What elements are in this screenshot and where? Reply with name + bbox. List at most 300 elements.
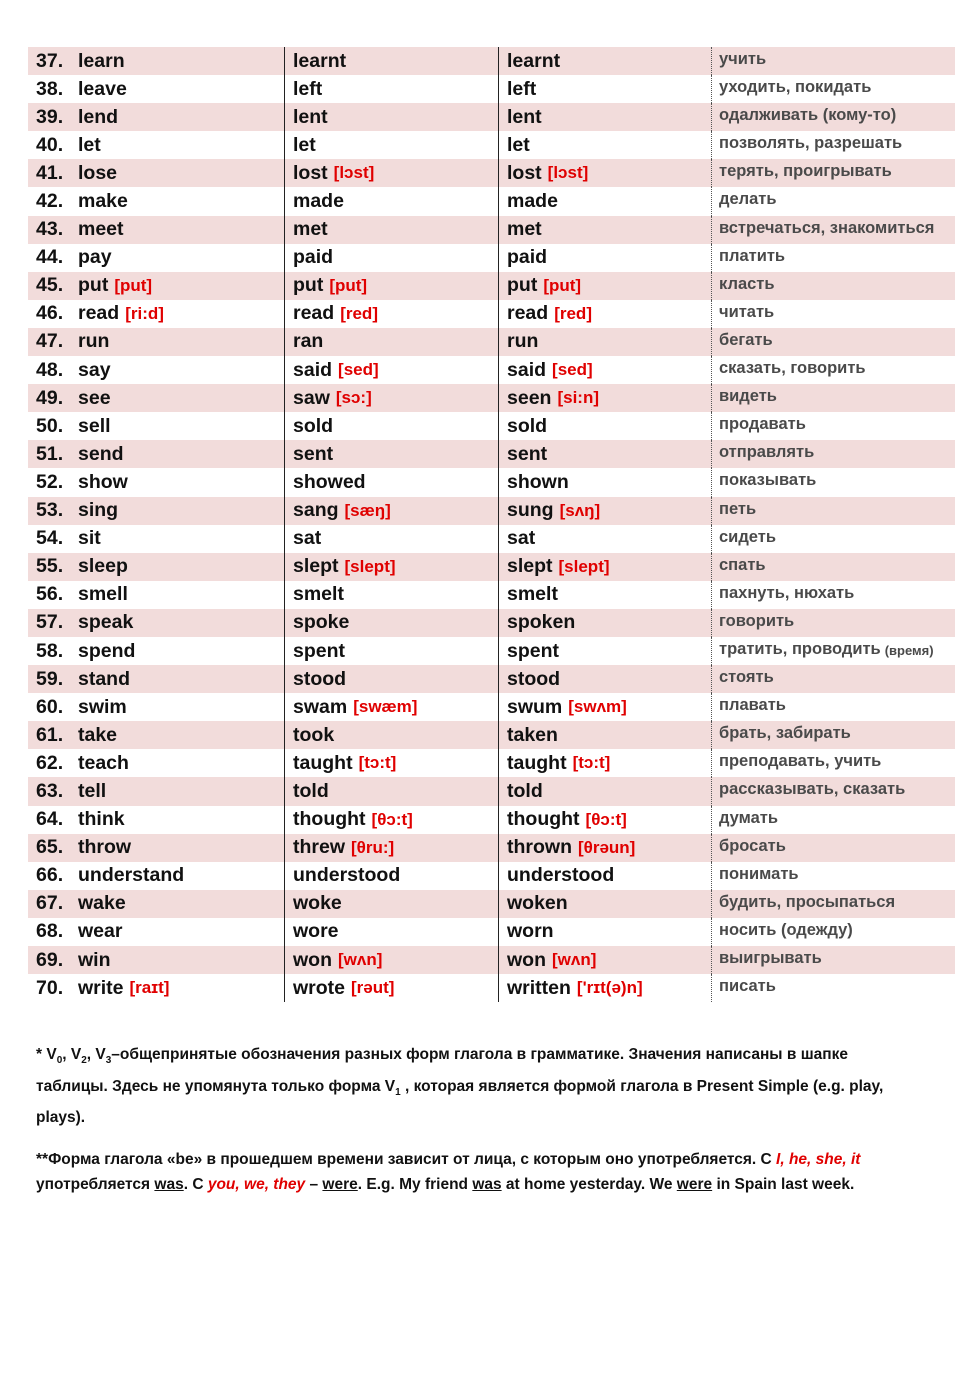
past-simple: showed <box>293 470 366 493</box>
past-participle: thrown <box>507 836 572 859</box>
translation: позволять, разрешать <box>719 134 903 153</box>
row-number: 64. <box>36 808 64 831</box>
past-simple: left <box>293 77 323 100</box>
transcription: [tɔ:t] <box>572 753 611 773</box>
past-participle: let <box>507 133 530 156</box>
past-participle-cell <box>498 244 711 272</box>
base-form: put <box>78 274 109 297</box>
past-simple: said <box>293 358 333 381</box>
past-simple-cell <box>284 412 498 440</box>
row-number: 38. <box>36 77 64 100</box>
base-form: run <box>78 330 110 353</box>
past-simple: sent <box>293 442 334 465</box>
row-number: 41. <box>36 161 64 184</box>
table-row <box>28 384 955 412</box>
past-simple-cell <box>284 47 498 75</box>
past-simple-cell <box>284 806 498 834</box>
past-simple: saw <box>293 386 330 409</box>
past-participle-cell <box>498 497 711 525</box>
table-row <box>28 721 955 749</box>
transcription: [raɪt] <box>129 978 170 998</box>
translation-cell <box>711 693 955 721</box>
past-participle: said <box>507 358 547 381</box>
past-simple-cell <box>284 159 498 187</box>
past-participle: seen <box>507 386 552 409</box>
translation: делать <box>719 190 777 209</box>
base-form-cell <box>28 693 284 721</box>
translation-cell <box>711 918 955 946</box>
past-simple-cell <box>284 244 498 272</box>
past-simple: sold <box>293 414 334 437</box>
transcription: [sed] <box>338 360 379 380</box>
translation: одалживать (кому-то) <box>719 106 897 125</box>
past-simple: won <box>293 948 332 971</box>
past-simple-cell <box>284 581 498 609</box>
base-form-cell <box>28 806 284 834</box>
row-number: 49. <box>36 386 64 409</box>
past-simple: let <box>293 133 316 156</box>
row-number: 54. <box>36 527 64 550</box>
transcription: [si:n] <box>557 388 599 408</box>
table-row <box>28 946 955 974</box>
translation-cell <box>711 609 955 637</box>
translation-cell <box>711 412 955 440</box>
base-form-cell <box>28 300 284 328</box>
translation: платить <box>719 246 786 265</box>
past-participle-cell <box>498 721 711 749</box>
base-form: stand <box>78 667 131 690</box>
base-form-cell <box>28 244 284 272</box>
past-participle: swum <box>507 695 563 718</box>
base-form: teach <box>78 751 129 774</box>
base-form: think <box>78 808 125 831</box>
translation: будить, просыпаться <box>719 892 896 911</box>
table-row <box>28 862 955 890</box>
row-number: 47. <box>36 330 64 353</box>
translation-cell <box>711 159 955 187</box>
base-form: smell <box>78 583 128 606</box>
past-simple-cell <box>284 693 498 721</box>
past-participle-cell <box>498 356 711 384</box>
past-participle-cell <box>498 609 711 637</box>
translation: тратить, проводить <box>719 639 881 658</box>
past-participle: lent <box>507 105 542 128</box>
table-row <box>28 75 955 103</box>
past-simple-cell <box>284 553 498 581</box>
translation: встречаться, знакомиться <box>719 218 935 237</box>
past-participle: taken <box>507 723 558 746</box>
translation: стоять <box>719 668 774 687</box>
table-row <box>28 581 955 609</box>
translation-cell <box>711 890 955 918</box>
past-simple: thought <box>293 808 366 831</box>
base-form: write <box>78 976 124 999</box>
row-number: 67. <box>36 892 64 915</box>
translation: говорить <box>719 611 795 630</box>
base-form: tell <box>78 779 107 802</box>
translation: преподавать, учить <box>719 752 882 771</box>
translation-cell <box>711 47 955 75</box>
table-row <box>28 187 955 215</box>
row-number: 39. <box>36 105 64 128</box>
translation: писать <box>719 977 776 996</box>
translation: продавать <box>719 415 806 434</box>
past-participle: smelt <box>507 583 558 606</box>
base-form-cell <box>28 131 284 159</box>
past-simple-cell <box>284 187 498 215</box>
translation-cell <box>711 525 955 553</box>
past-simple-cell <box>284 356 498 384</box>
translation-cell <box>711 272 955 300</box>
past-participle: learnt <box>507 49 561 72</box>
row-number: 40. <box>36 133 64 156</box>
translation: читать <box>719 302 775 321</box>
table-row <box>28 918 955 946</box>
base-form: spend <box>78 639 136 662</box>
table-row <box>28 328 955 356</box>
past-participle-cell <box>498 187 711 215</box>
past-participle: sold <box>507 414 548 437</box>
translation-cell <box>711 721 955 749</box>
past-participle-cell <box>498 946 711 974</box>
translation-cell <box>711 806 955 834</box>
translation: бегать <box>719 330 773 349</box>
transcription: ['rɪt(ə)n] <box>576 978 643 998</box>
translation: брать, забирать <box>719 724 851 743</box>
row-number: 65. <box>36 836 64 859</box>
past-participle-cell <box>498 328 711 356</box>
row-number: 44. <box>36 246 64 269</box>
base-form: understand <box>78 864 185 887</box>
past-simple-cell <box>284 918 498 946</box>
past-simple: learnt <box>293 49 347 72</box>
base-form: throw <box>78 836 132 859</box>
past-participle-cell <box>498 834 711 862</box>
base-form: leave <box>78 77 127 100</box>
base-form-cell <box>28 553 284 581</box>
transcription: [rəut] <box>351 978 395 998</box>
row-number: 69. <box>36 948 64 971</box>
translation-cell <box>711 468 955 496</box>
table-row <box>28 974 955 1002</box>
table-row <box>28 244 955 272</box>
table-row <box>28 525 955 553</box>
past-simple-cell <box>284 216 498 244</box>
translation-cell <box>711 974 955 1002</box>
past-participle-cell <box>498 159 711 187</box>
base-form-cell <box>28 47 284 75</box>
past-participle-cell <box>498 777 711 805</box>
table-row <box>28 890 955 918</box>
past-participle-cell <box>498 665 711 693</box>
translation: показывать <box>719 471 817 490</box>
past-participle: sent <box>507 442 548 465</box>
base-form: see <box>78 386 111 409</box>
past-participle: shown <box>507 470 569 493</box>
past-simple-cell <box>284 525 498 553</box>
past-simple-cell <box>284 890 498 918</box>
base-form: show <box>78 470 128 493</box>
transcription: [slept] <box>558 556 610 576</box>
past-simple-cell <box>284 637 498 665</box>
transcription: [wʌn] <box>552 950 597 970</box>
transcription: [swʌm] <box>568 697 627 717</box>
translation: сидеть <box>719 527 776 546</box>
translation-cell <box>711 103 955 131</box>
translation-cell <box>711 131 955 159</box>
past-simple: sang <box>293 499 339 522</box>
translation-cell <box>711 862 955 890</box>
past-participle: told <box>507 779 543 802</box>
base-form: wake <box>78 892 126 915</box>
past-simple: wore <box>293 920 339 943</box>
table-row <box>28 693 955 721</box>
table-row <box>28 216 955 244</box>
transcription: [sæŋ] <box>344 500 391 520</box>
table-row <box>28 665 955 693</box>
past-simple-cell <box>284 468 498 496</box>
row-number: 58. <box>36 639 64 662</box>
past-simple-cell <box>284 946 498 974</box>
footnote-be: **Форма глагола «be» в прошедшем времени зависит от лица, с которым оно употребляется. С I, he, she, it употребляется was. С you, we, they – were. E.g. My friend was at home yesterday. We were in Spain last week. <box>36 1150 861 1194</box>
row-number: 68. <box>36 920 64 943</box>
transcription: [wʌn] <box>338 950 383 970</box>
row-number: 53. <box>36 499 64 522</box>
past-simple-cell <box>284 440 498 468</box>
transcription: [θɔ:t] <box>371 809 413 829</box>
past-participle-cell <box>498 890 711 918</box>
past-simple: ran <box>293 330 324 353</box>
translation-note: (время) <box>884 642 934 658</box>
past-simple: put <box>293 274 324 297</box>
verbs-table <box>28 47 955 1002</box>
past-participle-cell <box>498 806 711 834</box>
base-form-cell <box>28 525 284 553</box>
past-participle: won <box>507 948 546 971</box>
row-number: 57. <box>36 611 64 634</box>
translation: плавать <box>719 696 786 715</box>
past-participle-cell <box>498 553 711 581</box>
past-simple: told <box>293 779 329 802</box>
translation-cell <box>711 553 955 581</box>
base-form-cell <box>28 497 284 525</box>
past-simple-cell <box>284 497 498 525</box>
past-simple: smelt <box>293 583 344 606</box>
base-form-cell <box>28 412 284 440</box>
transcription: [lɔst] <box>547 163 589 183</box>
past-participle: met <box>507 218 542 241</box>
footnotes <box>36 1042 916 1214</box>
past-simple: taught <box>293 751 353 774</box>
row-number: 66. <box>36 864 64 887</box>
past-simple-cell <box>284 384 498 412</box>
transcription: [put] <box>329 275 368 295</box>
past-participle-cell <box>498 525 711 553</box>
translation: пахнуть, нюхать <box>719 583 855 602</box>
past-participle-cell <box>498 749 711 777</box>
past-participle: taught <box>507 751 567 774</box>
base-form-cell <box>28 272 284 300</box>
base-form: send <box>78 442 124 465</box>
row-number: 43. <box>36 218 64 241</box>
translation-cell <box>711 356 955 384</box>
past-participle: lost <box>507 161 542 184</box>
past-simple: understood <box>293 864 401 887</box>
past-simple-cell <box>284 749 498 777</box>
transcription: [sʌŋ] <box>559 500 601 520</box>
transcription: [sɔ:] <box>335 388 372 408</box>
table-row <box>28 806 955 834</box>
transcription: [swæm] <box>353 697 418 717</box>
past-participle-cell <box>498 216 711 244</box>
translation-cell <box>711 946 955 974</box>
past-simple: read <box>293 302 335 325</box>
past-simple: spent <box>293 639 346 662</box>
past-participle-cell <box>498 468 711 496</box>
base-form: win <box>78 948 111 971</box>
past-simple-cell <box>284 103 498 131</box>
row-number: 59. <box>36 667 64 690</box>
base-form-cell <box>28 721 284 749</box>
translation-cell <box>711 187 955 215</box>
base-form-cell <box>28 216 284 244</box>
translation-cell <box>711 497 955 525</box>
past-simple: swam <box>293 695 348 718</box>
past-participle-cell <box>498 693 711 721</box>
past-simple-cell <box>284 665 498 693</box>
table-row <box>28 159 955 187</box>
base-form: lose <box>78 161 118 184</box>
past-participle: made <box>507 190 558 213</box>
table-row <box>28 272 955 300</box>
past-participle-cell <box>498 75 711 103</box>
translation: уходить, покидать <box>719 78 872 97</box>
past-participle: sat <box>507 527 536 550</box>
transcription: [θɔ:t] <box>585 809 627 829</box>
past-simple: woke <box>293 892 342 915</box>
translation: видеть <box>719 387 777 406</box>
row-number: 46. <box>36 302 64 325</box>
base-form-cell <box>28 834 284 862</box>
table-row <box>28 103 955 131</box>
past-simple-cell <box>284 777 498 805</box>
row-number: 62. <box>36 751 64 774</box>
translation-cell <box>711 834 955 862</box>
past-participle: read <box>507 302 549 325</box>
table-row <box>28 777 955 805</box>
translation-cell <box>711 75 955 103</box>
past-simple: took <box>293 723 335 746</box>
past-simple-cell <box>284 862 498 890</box>
translation: думать <box>719 808 779 827</box>
table-row <box>28 609 955 637</box>
past-simple: lent <box>293 105 328 128</box>
transcription: [red] <box>554 303 592 323</box>
base-form-cell <box>28 468 284 496</box>
translation: выигрывать <box>719 949 822 967</box>
past-simple-cell <box>284 721 498 749</box>
past-participle: spent <box>507 639 560 662</box>
translation-cell <box>711 440 955 468</box>
table-row <box>28 834 955 862</box>
base-form: sit <box>78 527 101 550</box>
base-form: make <box>78 190 128 213</box>
past-simple-cell <box>284 974 498 1002</box>
past-participle-cell <box>498 637 711 665</box>
row-number: 60. <box>36 695 64 718</box>
base-form: swim <box>78 695 127 718</box>
translation-cell <box>711 637 955 665</box>
past-participle-cell <box>498 440 711 468</box>
past-simple-cell <box>284 300 498 328</box>
past-simple: met <box>293 218 328 241</box>
table-row <box>28 47 955 75</box>
table-row <box>28 553 955 581</box>
past-participle-cell <box>498 103 711 131</box>
base-form: say <box>78 358 111 381</box>
translation-cell <box>711 300 955 328</box>
row-number: 63. <box>36 779 64 802</box>
translation-cell <box>711 665 955 693</box>
base-form: read <box>78 302 120 325</box>
table-row <box>28 468 955 496</box>
translation: бросать <box>719 836 786 855</box>
past-participle-cell <box>498 272 711 300</box>
base-form-cell <box>28 187 284 215</box>
translation-cell <box>711 244 955 272</box>
base-form-cell <box>28 665 284 693</box>
past-simple-cell <box>284 609 498 637</box>
base-form-cell <box>28 890 284 918</box>
translation: спать <box>719 555 766 574</box>
past-participle-cell <box>498 918 711 946</box>
past-participle: paid <box>507 246 548 269</box>
base-form-cell <box>28 440 284 468</box>
translation-cell <box>711 749 955 777</box>
translation-cell <box>711 777 955 805</box>
base-form: learn <box>78 49 125 72</box>
translation: отправлять <box>719 443 815 462</box>
base-form-cell <box>28 103 284 131</box>
base-form-cell <box>28 777 284 805</box>
past-simple-cell <box>284 272 498 300</box>
row-number: 48. <box>36 358 64 381</box>
translation-cell <box>711 216 955 244</box>
table-row <box>28 637 955 665</box>
base-form: take <box>78 723 118 746</box>
base-form-cell <box>28 609 284 637</box>
base-form: meet <box>78 218 124 241</box>
past-participle: stood <box>507 667 561 690</box>
transcription: [put] <box>543 275 582 295</box>
table-row <box>28 412 955 440</box>
transcription: [sed] <box>552 360 593 380</box>
translation-cell <box>711 328 955 356</box>
row-number: 70. <box>36 976 64 999</box>
base-form-cell <box>28 862 284 890</box>
base-form: pay <box>78 246 112 269</box>
past-participle: slept <box>507 555 553 578</box>
past-participle-cell <box>498 974 711 1002</box>
past-participle: woken <box>507 892 568 915</box>
table-row <box>28 131 955 159</box>
transcription: [tɔ:t] <box>358 753 397 773</box>
base-form-cell <box>28 75 284 103</box>
base-form-cell <box>28 328 284 356</box>
past-participle-cell <box>498 412 711 440</box>
transcription: [slept] <box>344 556 396 576</box>
translation: петь <box>719 499 757 518</box>
